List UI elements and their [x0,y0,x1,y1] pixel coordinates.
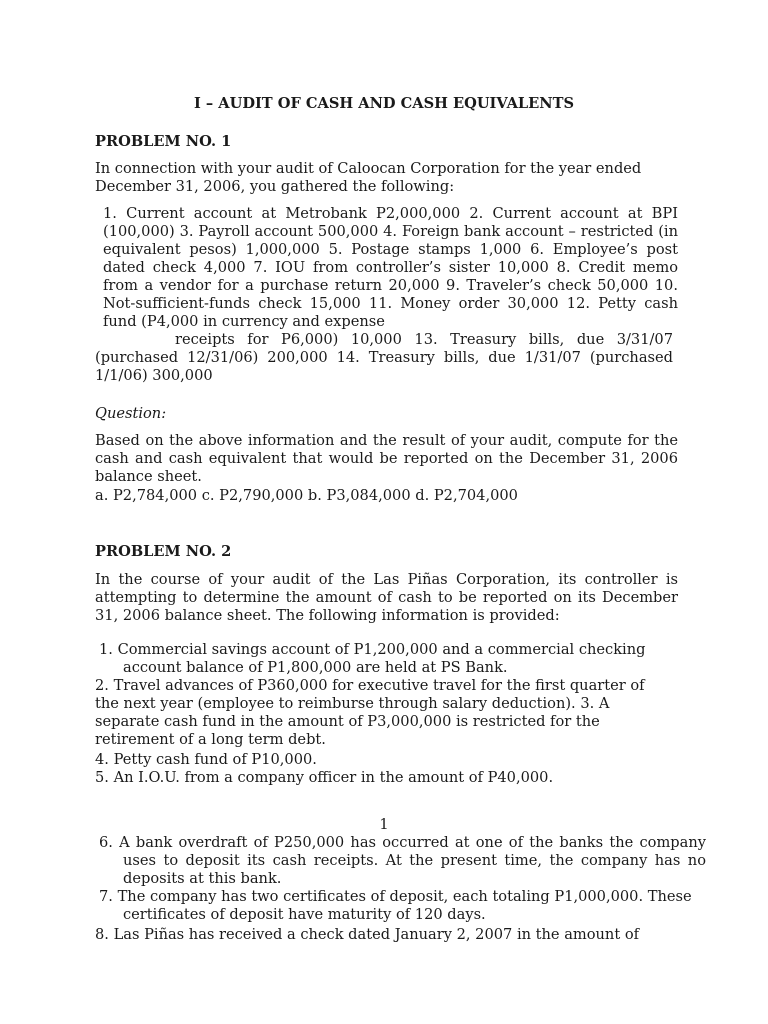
problem-1-question: Based on the above information and the result of your audit, compute for the cash and cash equivalent that would be reported on the December 31, 2006 balance sheet. [95,432,678,485]
problem-1-title: PROBLEM NO. 1 [95,133,232,150]
problem-2-item-8: 8. Las Piñas has received a check dated January 2, 2007 in the amount of [95,926,640,943]
problem-2-item-1: 1. Commercial savings account of P1,200,000 and a commercial checking account balance of P1,800,000 are held at PS Bank. [99,641,646,676]
page-heading: I – AUDIT OF CASH AND CASH EQUIVALENTS [193,95,575,112]
problem-1-items-part-a: 1. Current account at Metrobank P2,000,000 2. Current account at BPI (100,000) 3. Payroll account 500,000 4. Foreign bank account – restricted (in equivalent pesos) 1,000,000 5. Postage stamps 1,000 6. Employee’s post dated check 4,000 7. IOU from controller’s sister 10,000 8. Credit memo from a vendor for a purchase return 20,000 9. Traveler’s check 50,000 10. Not-sufficient-funds check 15,000 11. Money order 30,000 12. Petty cash fund (P4,000 in currency and expense [103,205,678,330]
problem-2-item-4: 4. Petty cash fund of P10,000. [95,751,317,768]
problem-2-item-5: 5. An I.O.U. from a company officer in the amount of P40,000. [95,769,554,786]
problem-1-items-part-b: receipts for P6,000) 10,000 13. Treasury bills, due 3/31/07 (purchased 12/31/06) 200,000 14. Treasury bills, due 1/31/07 (purchased 1/1/06) 300,000 [95,331,673,384]
page-number: 1 [379,816,389,833]
problem-2-item-7: 7. The company has two certificates of deposit, each totaling P1,000,000. These certificates of deposit have maturity of 120 days. [99,888,692,923]
problem-2-intro: In the course of your audit of the Las Piñas Corporation, its controller is attempting to determine the amount of cash to be reported on its December 31, 2006 balance sheet. The following information is provided: [95,571,678,624]
problem-2-item-6: 6. A bank overdraft of P250,000 has occurred at one of the banks the company uses to deposit its cash receipts. At the present time, the company has no deposits at this bank. [99,834,706,887]
problem-1-intro: In connection with your audit of Caloocan Corporation for the year ended December 31, 2006, you gathered the following: [95,160,642,195]
problem-2-title: PROBLEM NO. 2 [95,543,232,560]
problem-1-choices: a. P2,784,000 c. P2,790,000 b. P3,084,000 d. P2,704,000 [95,487,518,504]
problem-2-items-2-3: 2. Travel advances of P360,000 for executive travel for the first quarter of the next year (employee to reimburse through salary deduction). 3. A separate cash fund in the amount of P3,000,000 is restricted for the retirement of a long term debt. [95,677,645,748]
question-label: Question: [95,405,167,422]
